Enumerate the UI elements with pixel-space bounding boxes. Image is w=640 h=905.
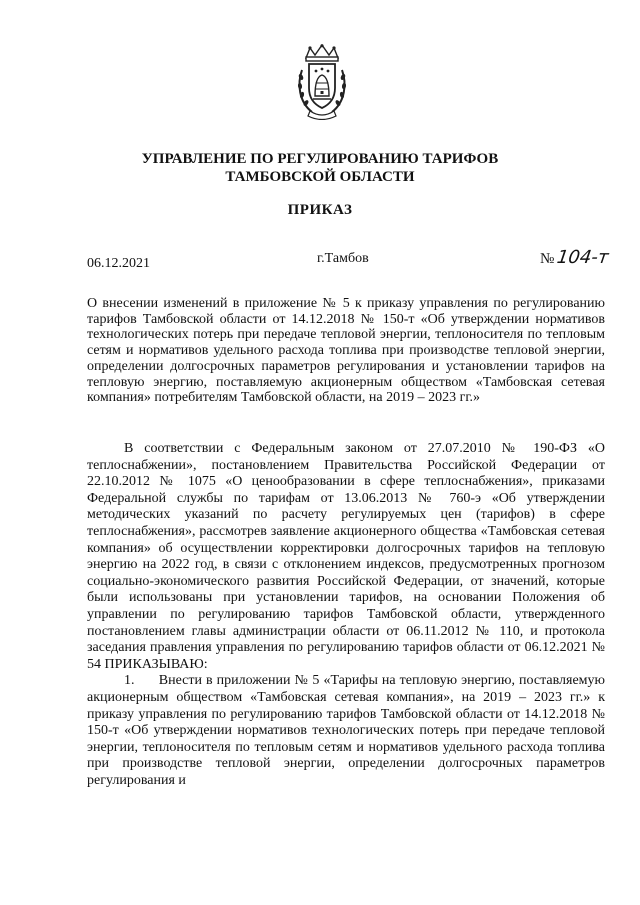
document-date: 06.12.2021 [87, 256, 150, 271]
organization-title-line-1: УПРАВЛЕНИЕ ПО РЕГУЛИРОВАНИЮ ТАРИФОВ [141, 151, 499, 167]
document-type-title: ПРИКАЗ [287, 202, 353, 218]
number-sign: № [540, 251, 555, 267]
document-subject: О внесении изменений в приложение № 5 к приказу управления по регулированию тарифов Тамбовской области от 14.12.2018 № 150-т «Об утверждении нормативов технологических потерь при передаче тепловой энергии, теплоносителя по тепловым сетям и нормативов удельного расхода топлива при производстве тепловой энергии, определении долгосрочных параметров регулирования и установлении тарифов на тепловую энергию, поставляемую акционерным обществом «Тамбовская сетевая компания» потребителям Тамбовской области, на 2019 – 2023 гг.» [87, 296, 605, 406]
document-number [540, 247, 609, 268]
organization-title-line-2: ТАМБОВСКОЙ ОБЛАСТИ [225, 169, 415, 185]
coat-of-arms-emblem [296, 44, 348, 120]
preamble-paragraph: В соответствии с Федеральным законом от 27.07.2010 № 190-ФЗ «О теплоснабжении», постановлением Правительства Российской Федерации от 22.10.2012 № 1075 «О ценообразовании в сфере теплоснабжения», приказами Федеральной службы по тарифам от 13.06.2013 № 760-э «Об утверждении методических указаний по расчету регулируемых цен (тарифов) в сфере теплоснабжения», рассмотрев заявление акционерного общества «Тамбовская сетевая компания» об осуществлении корректировки долгосрочных тарифов на тепловую энергию на 2022 год, в связи с отклонением индексов, предусмотренных прогнозом социально-экономического развития Российской Федерации, от значений, которые были использованы при установлении тарифов, на основании Положения об управлении по регулированию тарифов Тамбовской области, утвержденного постановлением главы администрации области от 06.11.2012 № 110, и протокола заседания правления управления по регулированию тарифов области от 06.12.2021 № 54 ПРИКАЗЫВАЮ: [87, 441, 605, 672]
document-body [87, 441, 609, 789]
order-item-1: 1. Внести в приложении № 5 «Тарифы на тепловую энергию, поставляемую акционерным обществом «Тамбовская сетевая компания», на 2019 – 2023 гг.» к приказу управления по регулированию тарифов Тамбовской области от 14.12.2018 № 150-т «Об утверждении нормативов технологических потерь при передаче тепловой энергии, теплоносителя по тепловым сетям и нормативов удельного расхода топлива при производстве тепловой энергии, определении долгосрочных параметров регулирования и [87, 673, 609, 788]
handwritten-number: 104-т [555, 247, 611, 268]
document-city: г.Тамбов [317, 251, 369, 266]
